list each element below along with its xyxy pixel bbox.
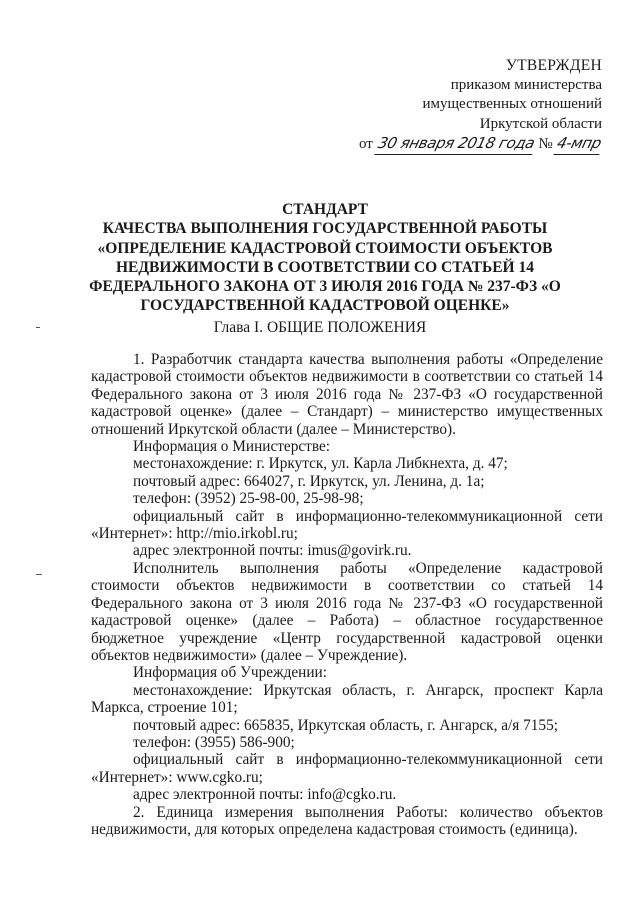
document-body [91, 351, 603, 838]
heading-line-3: «ОПРЕДЕЛЕНИЕ КАДАСТРОВОЙ СТОИМОСТИ ОБЪЕКТОВ [97, 239, 553, 257]
decree-number-prefix: № [538, 136, 553, 152]
ministry-email: адрес электронной почты: imus@govirk.ru. [133, 542, 412, 560]
institution-postal-address: почтовый адрес: 665835, Иркутская область, г. Ангарск, а/я 7155; [133, 716, 558, 734]
heading-line-1: СТАНДАРТ [282, 201, 368, 218]
document-heading [70, 200, 580, 316]
decree-number-handwritten: 4-мпр [554, 134, 605, 155]
approval-label: УТВЕРЖДЕН [505, 57, 602, 74]
institution-email: адрес электронной почты: info@cgko.ru. [133, 786, 397, 804]
approval-line-2: имущественных отношений [422, 96, 602, 112]
ministry-location: местонахождение: г. Иркутск, ул. Карла Либкнехта, д. 47; [133, 455, 508, 473]
ministry-website: официальный сайт в информационно-телекоммуникационной сети «Интернет»: http://mio.irkobl.ru; [91, 507, 603, 543]
approval-block [342, 56, 602, 155]
decree-from-prefix: от [358, 136, 373, 152]
heading-line-6: ГОСУДАРСТВЕННОЙ КАДАСТРОВОЙ ОЦЕНКЕ» [140, 297, 510, 315]
heading-line-2: КАЧЕСТВА ВЫПОЛНЕНИЯ ГОСУДАРСТВЕННОЙ РАБОТЫ [102, 220, 548, 238]
scan-margin-mark [36, 574, 42, 575]
institution-info-label: Информация об Учреждении: [133, 664, 327, 682]
decree-date-handwritten: 30 января 2018 года [374, 134, 537, 155]
approval-line-3: Иркутской области [479, 115, 602, 132]
chapter-title: Глава I. ОБЩИЕ ПОЛОЖЕНИЯ [213, 319, 427, 336]
ministry-phone: телефон: (3952) 25-98-00, 25-98-98; [133, 490, 364, 508]
institution-phone: телефон: (3955) 586-900; [133, 733, 295, 751]
paragraph-executor: Исполнитель выполнения работы «Определение кадастровой стоимости объектов недвижимости в соответствии со статьей 14 Федерального закона от 3 июля 2016 года № 237-ФЗ «О государственной кадастровой оценке» (далее – Работа) – областное государственное бюджетное учреждение «Центр государственной кадастровой оценки объектов недвижимости» (далее – Учреждение). [91, 559, 603, 664]
institution-location: местонахождение: Иркутская область, г. Ангарск, проспект Карла Маркса, строение 101; [91, 681, 603, 717]
heading-line-5: ФЕДЕРАЛЬНОГО ЗАКОНА ОТ 3 ИЮЛЯ 2016 ГОДА № 237-ФЗ «О [89, 278, 561, 296]
institution-website: официальный сайт в информационно-телекоммуникационной сети «Интернет»: www.cgko.ru; [91, 751, 603, 786]
decree-date-line [342, 134, 602, 155]
scan-margin-mark [36, 327, 40, 328]
ministry-postal-address: почтовый адрес: 664027, г. Иркутск, ул. Ленина, д. 1а; [133, 472, 485, 490]
paragraph-developer: 1. Разработчик стандарта качества выполнения работы «Определение кадастровой стоимости объектов недвижимости в соответствии со статьей 14 Федерального закона от 3 июля 2016 года № 237-ФЗ «О государственной кадастровой оценке» (далее – Стандарт) – министерство имущественных отношений Иркутской области (далее – Министерство). [91, 351, 603, 438]
heading-line-4: НЕДВИЖИМОСТИ В СООТВЕТСТВИИ СО СТАТЬЕЙ 14 [116, 258, 534, 276]
paragraph-unit-of-measure: 2. Единица измерения выполнения Работы: количество объектов недвижимости, для которых определена кадастровая стоимость (единица). [91, 803, 603, 838]
approval-line-1: приказом министерства [450, 76, 602, 93]
ministry-info-label: Информация о Министерстве: [133, 438, 330, 456]
